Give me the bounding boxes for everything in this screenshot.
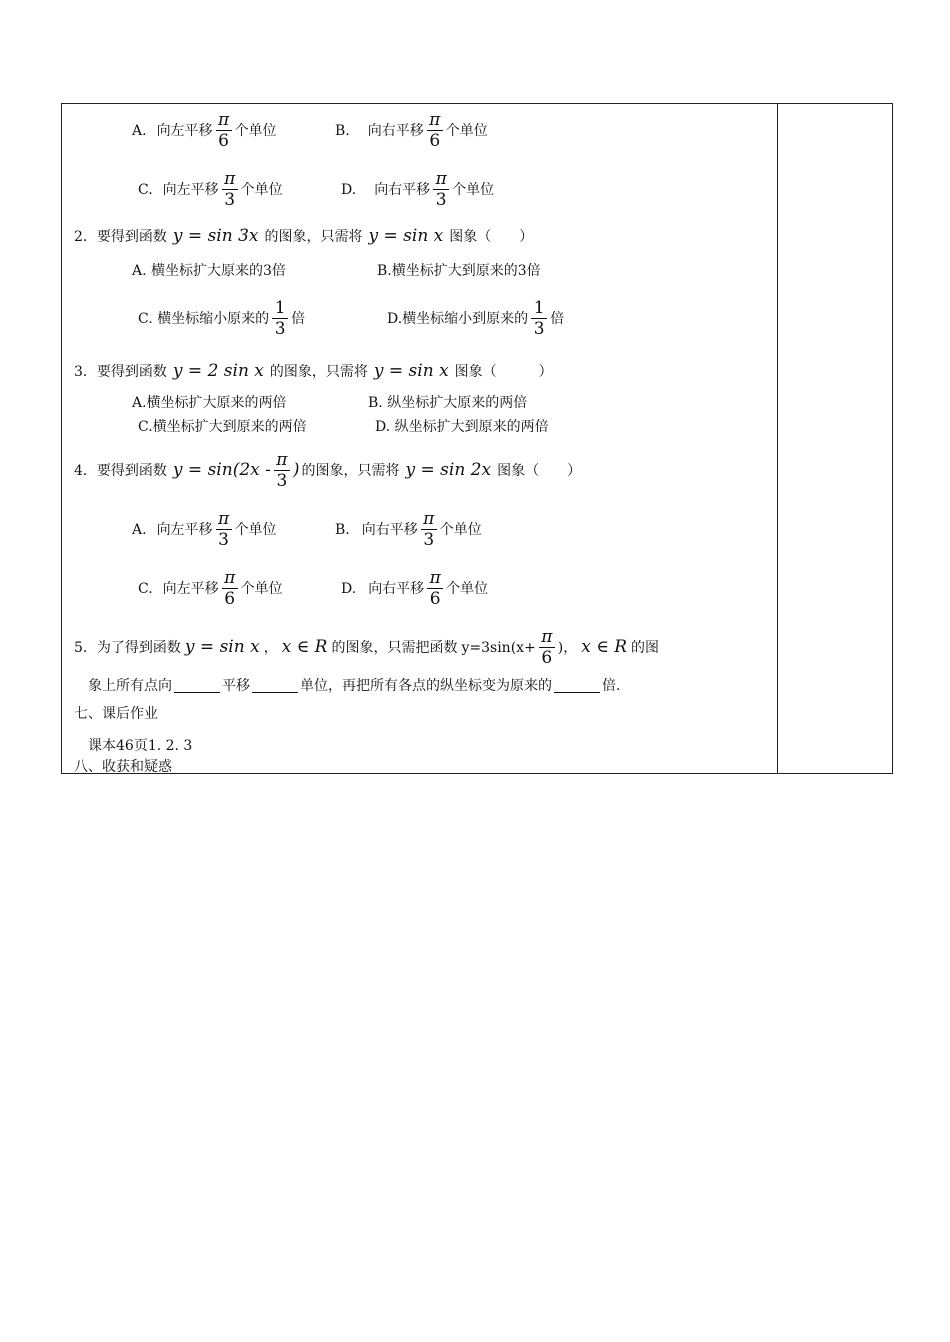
question-text: 图象（ ） bbox=[454, 363, 553, 380]
numerator: π bbox=[429, 110, 441, 130]
numerator: π bbox=[224, 169, 236, 189]
fraction bbox=[433, 169, 449, 210]
fraction bbox=[216, 509, 232, 550]
option-text: D. 纵坐标扩大到原来的两倍 bbox=[375, 419, 549, 435]
denominator: 3 bbox=[218, 530, 229, 550]
formula: )， bbox=[557, 639, 578, 656]
option-text: B.横坐标扩大到原来的3倍 bbox=[377, 263, 541, 279]
fraction bbox=[531, 298, 547, 339]
q2-option-c bbox=[138, 298, 305, 339]
option-suffix: 个单位 bbox=[452, 181, 495, 198]
option-suffix: 倍 bbox=[291, 310, 306, 327]
q4-question bbox=[74, 450, 581, 491]
q3-question bbox=[74, 363, 553, 380]
numerator: π bbox=[217, 509, 230, 529]
section-title: 七、课后作业 bbox=[74, 706, 158, 722]
denominator: 6 bbox=[429, 589, 441, 609]
question-text: 倍. bbox=[602, 677, 621, 694]
answer-blank[interactable] bbox=[174, 678, 220, 693]
denominator: 3 bbox=[533, 319, 545, 339]
denominator: 6 bbox=[224, 589, 236, 609]
formula: y = sin(2x - bbox=[172, 460, 271, 480]
answer-blank[interactable] bbox=[252, 678, 298, 693]
option-text: D.横坐标缩小到原来的 bbox=[387, 310, 529, 327]
fraction bbox=[539, 627, 555, 668]
section-8-title bbox=[74, 760, 172, 774]
option-suffix: 个单位 bbox=[439, 521, 482, 538]
formula: x ∈ R bbox=[581, 637, 628, 657]
q3-option-b bbox=[368, 396, 527, 410]
formula: ) bbox=[292, 460, 300, 480]
q2-option-b bbox=[377, 264, 541, 278]
option-label: A. bbox=[132, 521, 147, 538]
option-label: C. bbox=[138, 181, 153, 198]
option-text: 向左平移 bbox=[162, 181, 219, 198]
formula: y = sin 3x bbox=[172, 226, 259, 246]
option-suffix: 个单位 bbox=[446, 580, 489, 597]
option-text: A. 横坐标扩大原来的3倍 bbox=[132, 263, 286, 279]
q5-fill-line bbox=[88, 678, 620, 693]
denominator: 3 bbox=[435, 190, 447, 210]
denominator: 6 bbox=[429, 131, 441, 151]
numerator: π bbox=[423, 509, 435, 529]
q1-option-b bbox=[335, 110, 488, 151]
question-text: 的图 bbox=[631, 639, 660, 656]
option-text: 向左平移 bbox=[156, 521, 213, 538]
option-text: C. 横坐标缩小原来的 bbox=[138, 310, 270, 327]
q2-question bbox=[74, 228, 533, 245]
option-label: D. bbox=[341, 181, 357, 198]
numerator: π bbox=[224, 568, 236, 588]
numerator: π bbox=[217, 110, 230, 130]
denominator: 3 bbox=[276, 471, 288, 491]
question-text: 3．要得到函数 bbox=[74, 363, 167, 380]
numerator: π bbox=[276, 450, 288, 470]
question-text: ， bbox=[263, 639, 278, 656]
fraction bbox=[427, 568, 443, 609]
q3-option-a bbox=[132, 396, 287, 410]
formula: y=3sin(x+ bbox=[461, 639, 536, 656]
option-text: 向右平移 bbox=[368, 580, 425, 597]
option-label: D. bbox=[341, 580, 357, 597]
formula: y = 2 sin x bbox=[172, 361, 264, 381]
formula: y = sin 2x bbox=[405, 460, 492, 480]
q4-option-b bbox=[335, 509, 482, 550]
fraction bbox=[222, 169, 238, 210]
q1-option-a bbox=[132, 110, 277, 151]
formula: y = sin x bbox=[368, 226, 444, 246]
column-divider bbox=[777, 104, 778, 773]
q2-option-d bbox=[387, 298, 564, 339]
question-text: 的图象，只需将 bbox=[301, 462, 400, 479]
option-suffix: 个单位 bbox=[234, 521, 277, 538]
fraction bbox=[274, 450, 290, 491]
option-suffix: 个单位 bbox=[445, 122, 488, 139]
fraction bbox=[421, 509, 437, 550]
denominator: 6 bbox=[541, 648, 553, 668]
question-text: 4．要得到函数 bbox=[74, 462, 167, 479]
option-text: 向左平移 bbox=[156, 122, 213, 139]
question-text: 的图象，只需把函数 bbox=[331, 639, 458, 656]
q4-option-c bbox=[138, 568, 283, 609]
q3-option-c bbox=[138, 420, 307, 434]
option-text: 向右平移 bbox=[374, 181, 431, 198]
homework-text: 课本46页1. 2. 3 bbox=[88, 738, 193, 754]
section-title: 八、收获和疑惑 bbox=[74, 759, 172, 775]
q3-option-d bbox=[375, 420, 549, 434]
formula: y = sin x bbox=[184, 637, 260, 657]
option-label: B. bbox=[335, 521, 350, 538]
option-suffix: 个单位 bbox=[234, 122, 277, 139]
question-text: 平移 bbox=[222, 677, 250, 694]
question-text: 象上所有点向 bbox=[88, 677, 172, 694]
fraction bbox=[427, 110, 443, 151]
numerator: 1 bbox=[274, 298, 286, 318]
q4-option-d bbox=[341, 568, 488, 609]
option-suffix: 个单位 bbox=[240, 580, 283, 597]
option-text: 向右平移 bbox=[367, 122, 424, 139]
formula: y = sin x bbox=[373, 361, 449, 381]
denominator: 3 bbox=[224, 190, 236, 210]
question-text: 图象（ ） bbox=[497, 462, 582, 479]
option-label: C. bbox=[138, 580, 153, 597]
question-text: 5．为了得到函数 bbox=[74, 639, 181, 656]
denominator: 6 bbox=[218, 131, 229, 151]
option-text: B. 纵坐标扩大原来的两倍 bbox=[368, 395, 528, 411]
option-text: 向左平移 bbox=[162, 580, 219, 597]
denominator: 3 bbox=[423, 530, 435, 550]
numerator: π bbox=[435, 169, 447, 189]
q5-question bbox=[74, 627, 659, 668]
q2-option-a bbox=[132, 264, 286, 278]
numerator: π bbox=[541, 627, 553, 647]
question-text: 图象（ ） bbox=[449, 228, 534, 245]
fraction bbox=[272, 298, 288, 339]
option-suffix: 倍 bbox=[550, 310, 565, 327]
denominator: 3 bbox=[274, 319, 286, 339]
formula: x ∈ R bbox=[281, 637, 328, 657]
q1-option-d bbox=[341, 169, 494, 210]
q1-option-c bbox=[138, 169, 283, 210]
option-text: 向右平移 bbox=[361, 521, 418, 538]
option-label: B. bbox=[335, 122, 350, 139]
answer-blank[interactable] bbox=[554, 678, 600, 693]
numerator: 1 bbox=[533, 298, 545, 318]
option-label: A. bbox=[132, 122, 147, 139]
question-text: 2．要得到函数 bbox=[74, 228, 167, 245]
option-text: A.横坐标扩大原来的两倍 bbox=[132, 395, 287, 411]
section-7-content bbox=[88, 739, 192, 753]
option-suffix: 个单位 bbox=[240, 181, 283, 198]
section-7-title bbox=[74, 707, 158, 721]
numerator: π bbox=[429, 568, 441, 588]
fraction bbox=[222, 568, 238, 609]
option-text: C.横坐标扩大到原来的两倍 bbox=[138, 419, 307, 435]
question-text: 单位，再把所有各点的纵坐标变为原来的 bbox=[300, 677, 552, 694]
fraction bbox=[216, 110, 232, 151]
question-text: 的图象，只需将 bbox=[269, 363, 368, 380]
question-text: 的图象，只需将 bbox=[264, 228, 363, 245]
q4-option-a bbox=[132, 509, 277, 550]
